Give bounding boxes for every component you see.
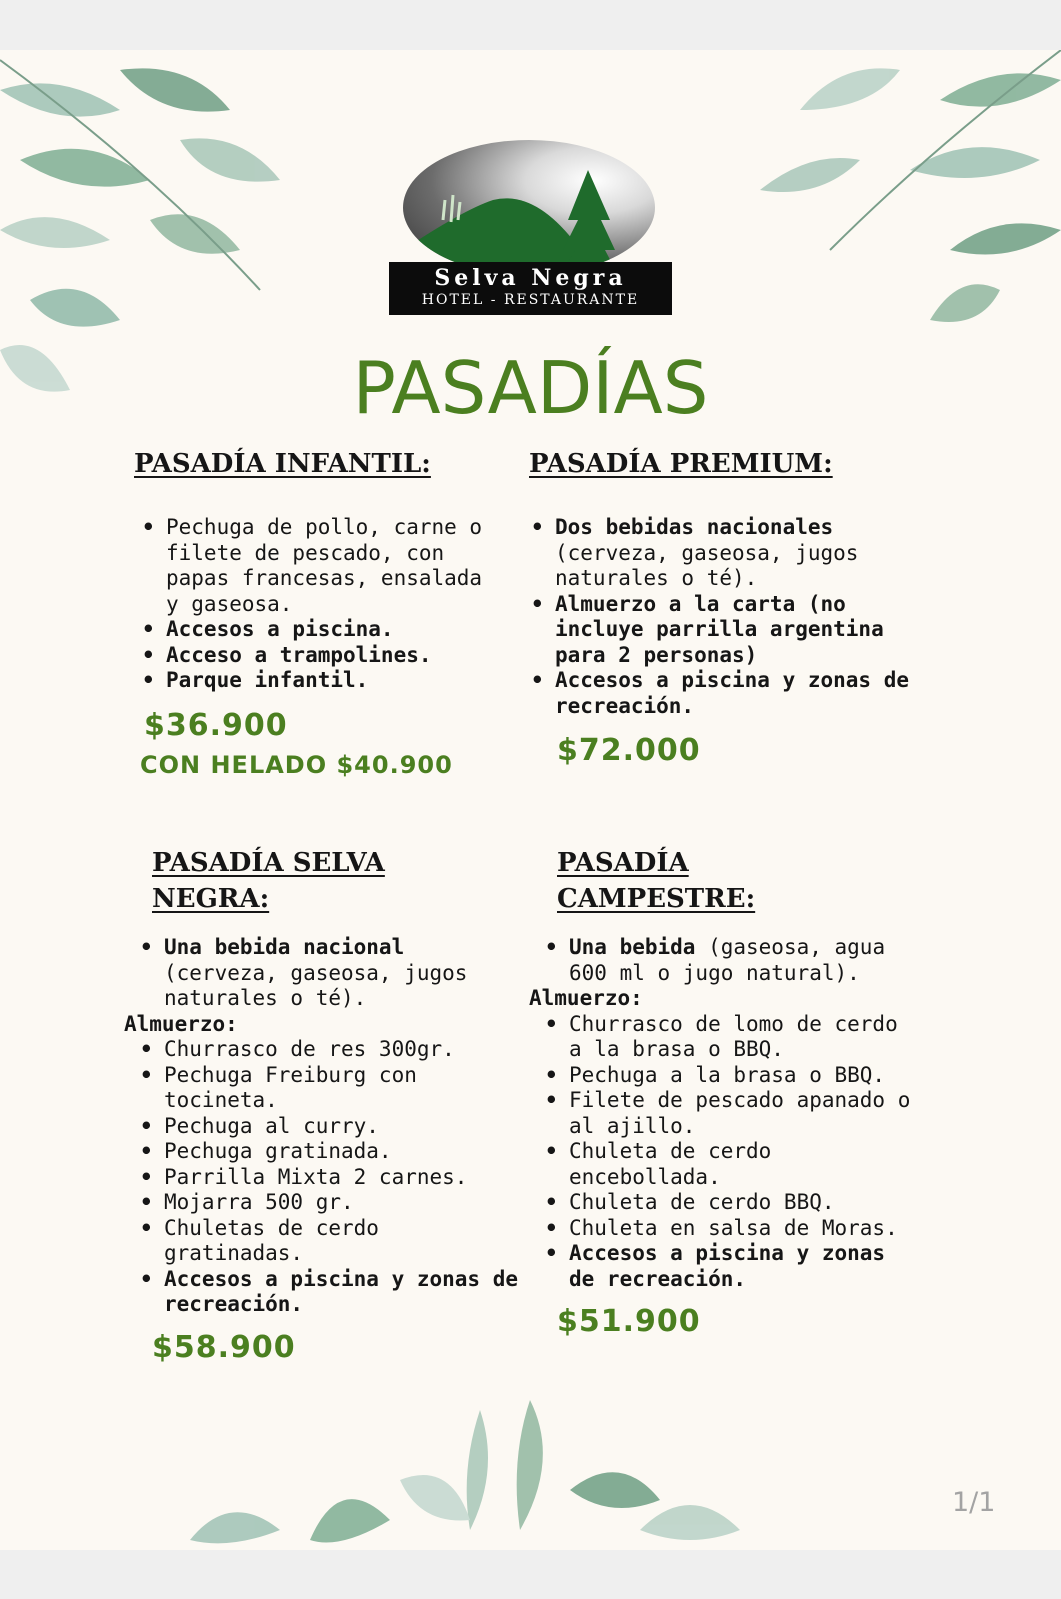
mountain-tree-icon	[403, 140, 655, 275]
price: $51.900	[557, 1304, 701, 1339]
list-item: • Chuleta en salsa de Moras.	[543, 1216, 917, 1242]
item-detail: (gaseosa, agua 600 ml o jugo natural).	[569, 935, 886, 985]
price: $72.000	[557, 733, 701, 768]
list-item: • Pechuga de pollo, carne o filete de pescado, con papas francesas, ensalada y gaseosa.	[140, 515, 504, 617]
list-item: • Churrasco de res 300gr.	[138, 1037, 522, 1063]
list-item: • Chuletas de cerdo gratinadas.	[138, 1216, 522, 1267]
item-detail: (cerveza, gaseosa, jugos naturales o té).	[164, 960, 468, 1010]
menu-page	[0, 50, 1061, 1550]
list-item: • Pechuga a la brasa o BBQ.	[543, 1063, 917, 1089]
price: $36.900	[144, 707, 288, 743]
page-indicator: 1/1	[952, 1487, 996, 1518]
list-item	[543, 935, 917, 986]
list-item: • Almuerzo a la carta (no incluye parrilla argentina para 2 personas)	[529, 592, 909, 669]
selva-lunch-list	[138, 1037, 522, 1318]
item-detail: (cerveza, gaseosa, jugos naturales o té).	[555, 540, 859, 590]
list-item: • Mojarra 500 gr.	[138, 1190, 522, 1216]
campestre-lunch-list	[543, 1012, 917, 1293]
section-title-line-1: PASADÍA SELVA	[152, 848, 385, 878]
list-item: • Accesos a piscina y zonas de recreación.	[543, 1241, 917, 1292]
list-item: • Pechuga gratinada.	[138, 1139, 522, 1165]
logo-emblem	[403, 140, 655, 275]
list-item: • Chuleta de cerdo encebollada.	[543, 1139, 917, 1190]
premium-list	[529, 515, 909, 719]
list-item: • Chuleta de cerdo BBQ.	[543, 1190, 917, 1216]
section-infantil	[134, 446, 504, 780]
item-bold: Una bebida nacional	[164, 935, 405, 959]
selva-drink-list	[138, 935, 522, 1012]
list-item: • Accesos a piscina y zonas de recreación.	[529, 668, 909, 719]
list-item: • Accesos a piscina.	[140, 617, 504, 643]
logo-nameplate	[389, 262, 672, 315]
list-item: • Pechuga al curry.	[138, 1114, 522, 1140]
infantil-list	[140, 515, 504, 694]
section-title-line-2: NEGRA:	[152, 884, 270, 914]
leaf-decoration-top-right	[700, 50, 1061, 340]
campestre-drink-list	[543, 935, 917, 986]
section-title-line-1: PASADÍA	[557, 848, 689, 878]
price: $58.900	[152, 1329, 296, 1365]
section-campestre	[529, 845, 917, 1340]
section-premium	[529, 446, 909, 769]
list-item: • Acceso a trampolines.	[140, 643, 504, 669]
list-item: • Filete de pescado apanado o al ajillo.	[543, 1088, 917, 1139]
list-item	[529, 515, 909, 592]
item-bold: Una bebida	[569, 935, 696, 959]
list-item: • Accesos a piscina y zonas de recreación.	[138, 1267, 522, 1318]
section-title-line-2: CAMPESTRE:	[557, 884, 756, 914]
item-bold: Dos bebidas nacionales	[555, 515, 834, 539]
leaf-decoration-bottom	[170, 1380, 870, 1550]
brand-name: Selva Negra	[434, 265, 627, 291]
list-item: • Parque infantil.	[140, 668, 504, 694]
section-title: PASADÍA INFANTIL:	[134, 449, 431, 479]
lunch-label: Almuerzo:	[124, 1011, 238, 1036]
brand-subtitle: HOTEL - RESTAURANTE	[421, 292, 640, 308]
lunch-label: Almuerzo:	[529, 986, 643, 1010]
page-title: PASADÍAS	[352, 346, 709, 430]
hotel-logo	[389, 140, 672, 375]
section-title: PASADÍA PREMIUM:	[529, 449, 833, 479]
list-item	[138, 935, 522, 1012]
list-item: • Parrilla Mixta 2 carnes.	[138, 1165, 522, 1191]
section-selva-negra	[124, 845, 522, 1366]
list-item: • Pechuga Freiburg con tocineta.	[138, 1063, 522, 1114]
price-with-icecream: CON HELADO $40.900	[140, 750, 453, 779]
list-item: • Churrasco de lomo de cerdo a la brasa o BBQ.	[543, 1012, 917, 1063]
